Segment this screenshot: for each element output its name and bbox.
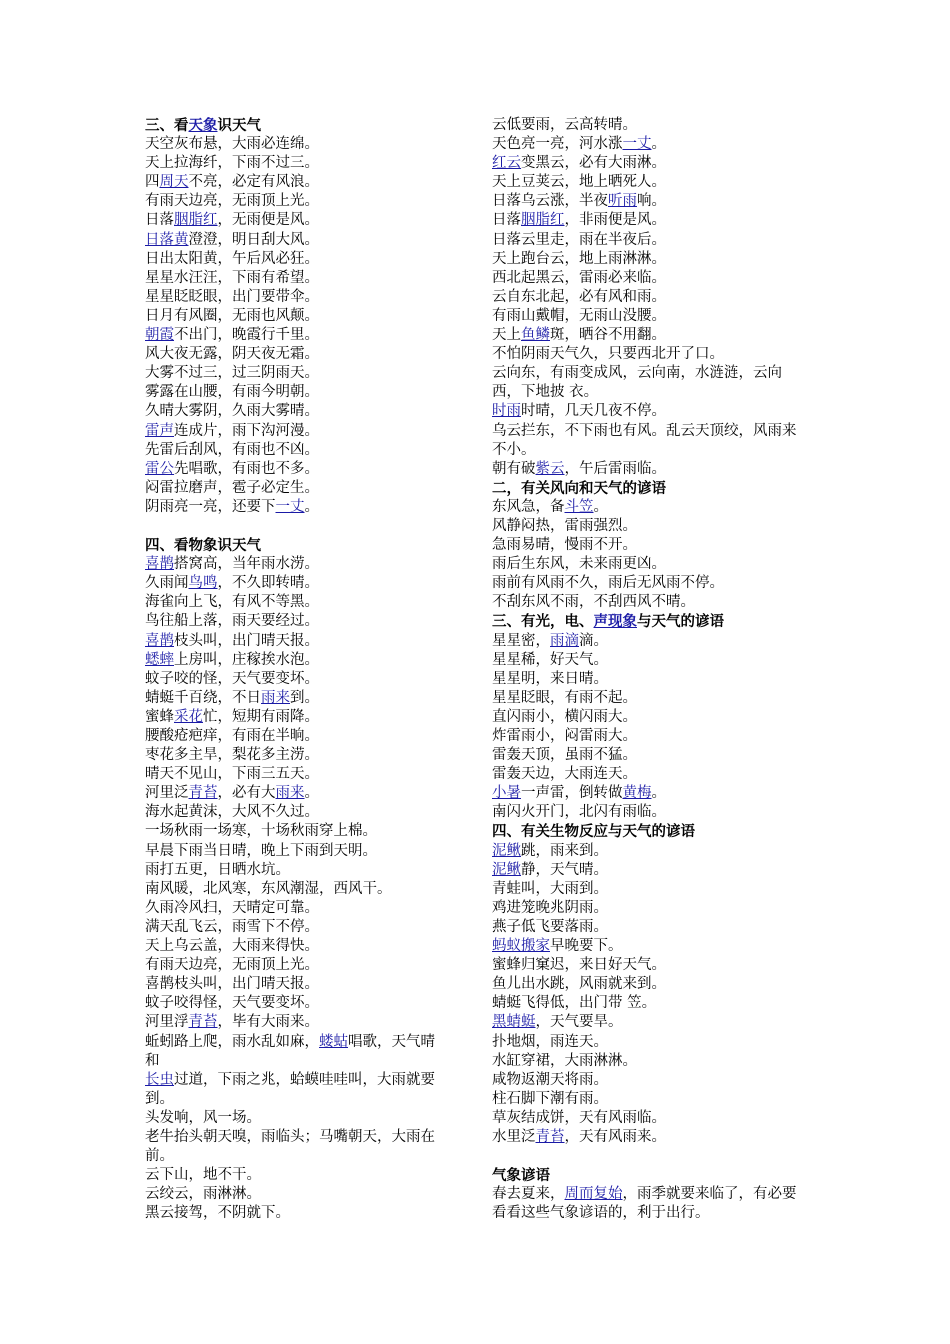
text-segment: 急雨易晴，慢雨不开。: [492, 537, 637, 554]
text-segment: 日落: [492, 212, 521, 229]
text-segment: 滴。: [579, 632, 608, 649]
keyword-link[interactable]: 蟋蟀: [145, 651, 174, 668]
proverb-line: [145, 288, 463, 307]
text-segment: 唱歌，天气晴: [348, 1033, 435, 1050]
text-segment: 天上跑台云，地上雨淋淋。: [492, 250, 666, 267]
keyword-link[interactable]: 时雨: [492, 403, 521, 420]
proverb-line: [145, 746, 463, 765]
text-segment: 日落云里走，雨在半夜后。: [492, 231, 666, 248]
text-segment: 天空灰布悬，大雨必连绵。: [145, 136, 319, 153]
section-heading: [145, 116, 463, 135]
text-segment: 喜鹊枝头叫，出门晴天报。: [145, 976, 319, 993]
keyword-link[interactable]: 声现象: [593, 613, 637, 631]
proverb-line: [492, 326, 810, 345]
proverb-line: [145, 727, 463, 746]
proverb-line: [145, 689, 463, 708]
proverb-line: [492, 536, 810, 555]
text-segment: 枣花多主旱，梨花多主涝。: [145, 747, 319, 764]
proverb-line: [145, 460, 463, 479]
proverb-line: [492, 154, 810, 173]
text-segment: 不怕阴雨天气久，只要西北开了口。: [492, 346, 724, 363]
text-segment: 水里泛: [492, 1128, 536, 1145]
text-segment: 星星明，来日晴。: [492, 670, 608, 687]
keyword-link[interactable]: 泥鳅: [492, 861, 521, 878]
proverb-line: [492, 689, 810, 708]
text-segment: 蚯蚓路上爬，雨水乱如麻，: [145, 1033, 319, 1050]
text-segment: 四: [145, 174, 160, 191]
proverb-line: [492, 994, 810, 1013]
text-segment: ，午后雷雨临。: [564, 460, 666, 477]
proverb-line: [145, 135, 463, 154]
keyword-link[interactable]: 鱼鳞: [521, 327, 550, 344]
proverb-line: [145, 441, 463, 460]
proverb-line: [492, 517, 810, 536]
right-column: [492, 116, 810, 1223]
proverb-line: [145, 250, 463, 269]
text-segment: 。: [304, 498, 319, 515]
text-segment: 咸物返潮天将雨。: [492, 1071, 608, 1088]
text-segment: 雨前有风雨不久，雨后无风雨不停。: [492, 575, 724, 592]
text-segment: 柱石脚下潮有雨。: [492, 1090, 608, 1107]
blank-line: [145, 517, 463, 536]
keyword-link[interactable]: 斗笠: [564, 498, 594, 515]
text-segment: 星星眨眼，有雨不起。: [492, 689, 637, 706]
proverb-line: [492, 173, 810, 192]
proverb-line: [145, 918, 463, 937]
text-segment: 。: [304, 785, 319, 802]
keyword-link[interactable]: 一丈: [275, 498, 305, 515]
text-segment: 天上: [492, 327, 521, 344]
proverb-line: [145, 154, 463, 173]
proverb-line: [492, 116, 810, 135]
text-segment: 青蛙叫，大雨到。: [492, 880, 608, 897]
text-segment: 。: [651, 136, 666, 153]
keyword-link[interactable]: 黑蜻蜓: [492, 1014, 536, 1031]
text-segment: 蜻蜓飞得低，出门带 笠。: [492, 995, 657, 1012]
proverb-line: [492, 880, 810, 899]
left-column: [145, 116, 463, 1223]
keyword-link[interactable]: 蚂蚁搬家: [492, 938, 550, 955]
proverb-line: [145, 326, 463, 345]
text-segment: 一声雷，倒转做: [521, 785, 623, 802]
proverb-line: [492, 1071, 810, 1090]
keyword-link[interactable]: 雨来: [275, 785, 305, 802]
proverb-line: [145, 975, 463, 994]
proverb-line: [492, 269, 810, 288]
proverb-line: [145, 708, 463, 727]
text-segment: 有雨天边亮，无雨顶上光。: [145, 193, 319, 210]
keyword-link[interactable]: 蝼蛄: [319, 1033, 348, 1050]
text-segment: 到。: [290, 689, 319, 706]
text-segment: 搭窝高，当年雨水涝。: [174, 556, 319, 573]
proverb-line: [492, 861, 810, 880]
proverb-line: [492, 1185, 810, 1223]
text-segment: 草灰结成饼，天有风雨临。: [492, 1109, 666, 1126]
proverb-line: [145, 651, 463, 670]
text-segment: 一场秋雨一场寒，十场秋雨穿上棉。: [145, 823, 377, 840]
section-heading: [492, 612, 810, 631]
proverb-line: [145, 173, 463, 192]
text-segment: 星星密，: [492, 632, 550, 649]
keyword-link[interactable]: 红云: [492, 155, 521, 172]
text-segment: 先唱歌，有雨也不多。: [174, 460, 319, 477]
text-segment: 云低要雨，云高转晴。: [492, 117, 637, 133]
text-segment: 。: [651, 785, 666, 802]
keyword-link[interactable]: 朝霞: [145, 327, 174, 344]
proverb-line: [145, 1071, 463, 1109]
proverb-line: [145, 994, 463, 1013]
text-segment: 识天气: [217, 117, 261, 134]
text-segment: 早晚要下。: [550, 938, 623, 955]
text-segment: 日出太阳黄，午后风必狂。: [145, 250, 319, 267]
text-segment: 不刮东风不雨，不刮西风不晴。: [492, 594, 695, 611]
text-segment: 蚊子咬得怪，天气要变坏。: [145, 995, 319, 1012]
text-segment: ，非雨便是风。: [564, 212, 666, 229]
proverb-line: [492, 402, 810, 421]
text-segment: 云自东北起，必有风和雨。: [492, 288, 666, 305]
proverb-line: [492, 1090, 810, 1109]
text-segment: 枝头叫，出门晴天报。: [174, 632, 319, 649]
text-segment: 海雀向上飞，有风不等黑。: [145, 594, 319, 611]
text-segment: 三、有光，电、: [492, 613, 594, 631]
proverb-line: [145, 1013, 463, 1032]
keyword-link[interactable]: 天象: [188, 117, 218, 134]
keyword-link[interactable]: 雨来: [261, 689, 290, 706]
text-segment: ，天有风雨来。: [564, 1128, 666, 1145]
text-segment: 响。: [637, 193, 666, 210]
proverb-line: [492, 784, 810, 803]
proverb-line: [145, 956, 463, 975]
keyword-link[interactable]: 喜鹊: [145, 556, 174, 573]
text-segment: 水缸穿裙，大雨淋淋。: [492, 1052, 637, 1069]
text-segment: 跳，雨来到。: [521, 842, 608, 859]
text-segment: 燕子低飞要落雨。: [492, 918, 608, 935]
proverb-line: [145, 803, 463, 822]
keyword-link[interactable]: 喜鹊: [145, 632, 174, 649]
proverb-line: [145, 880, 463, 899]
text-segment: 星星水汪汪，下雨有希望。: [145, 269, 319, 286]
keyword-link[interactable]: 雷公: [145, 460, 174, 477]
text-segment: 乌云拦东，不下雨也有风。乱云天顶绞，风雨来不小。: [492, 422, 797, 458]
text-segment: 黑云接驾，不阴就下。: [145, 1205, 290, 1222]
proverb-line: [145, 479, 463, 498]
text-segment: 海水起黄沫，大风不久过。: [145, 804, 319, 821]
keyword-link[interactable]: 泥鳅: [492, 842, 521, 859]
text-segment: 先雷后刮风，有雨也不凶。: [145, 441, 319, 458]
proverb-line: [492, 632, 810, 651]
text-segment: 西北起黑云，雷雨必来临。: [492, 269, 666, 286]
keyword-link[interactable]: 周而复始: [564, 1186, 623, 1203]
proverb-line: [492, 746, 810, 765]
keyword-link[interactable]: 青苔: [188, 785, 218, 802]
proverb-line: [492, 918, 810, 937]
text-segment: 日月有风圈，无雨也风颠。: [145, 307, 319, 324]
proverb-line: [145, 345, 463, 364]
proverb-line: [492, 135, 810, 154]
proverb-line: [145, 842, 463, 861]
proverb-line: [145, 593, 463, 612]
proverb-line: [145, 1128, 463, 1166]
text-segment: 四、看物象识天气: [145, 537, 261, 555]
proverb-line: [492, 1128, 810, 1147]
proverb-line: [492, 345, 810, 364]
proverb-line: [145, 1109, 463, 1128]
text-segment: 二，有关风向和天气的谚语: [492, 479, 666, 497]
text-segment: 朝有破: [492, 460, 536, 477]
text-segment: 久晴大雾阴，久雨大雾晴。: [145, 403, 319, 420]
blank-line: [492, 1147, 810, 1166]
keyword-link[interactable]: 鸟鸣: [188, 575, 218, 592]
proverb-line: [492, 460, 810, 479]
proverb-line: [145, 498, 463, 517]
text-segment: 大雾不过三，过三阴雨天。: [145, 365, 319, 382]
proverb-line: [492, 498, 810, 517]
text-segment: 南闪火开门，北闪有雨临。: [492, 804, 666, 821]
text-segment: 上房叫，庄稼挨水泡。: [174, 651, 319, 668]
proverb-line: [492, 937, 810, 956]
text-segment: 三、看: [145, 117, 189, 134]
text-segment: 与天气的谚语: [637, 613, 724, 631]
keyword-link[interactable]: 紫云: [535, 460, 565, 477]
keyword-link[interactable]: 小暑: [492, 785, 521, 802]
proverb-line: [145, 402, 463, 421]
section-heading: [492, 479, 810, 498]
text-segment: 雷轰天边，大雨连天。: [492, 766, 637, 783]
proverb-line: [145, 1052, 463, 1071]
text-segment: 雾露在山腰，有雨今明朝。: [145, 384, 319, 401]
text-segment: 闷雷拉磨声，雹子必定生。: [145, 479, 319, 496]
text-segment: 久雨冷风扫，天晴定可靠。: [145, 899, 319, 916]
text-segment: 气象谚语: [492, 1167, 550, 1185]
proverb-line: [492, 288, 810, 307]
keyword-link[interactable]: 青苔: [535, 1128, 565, 1145]
proverb-line: [492, 211, 810, 230]
text-segment: 过道，下雨之兆，蛤蟆哇哇叫，大雨就要到。: [145, 1071, 435, 1107]
proverb-line: [145, 937, 463, 956]
text-segment: 炸雷雨小，闷雷雨大。: [492, 728, 637, 744]
text-segment: 满天乱飞云，雨雪下不停。: [145, 918, 319, 935]
text-segment: 变黑云，必有大雨淋。: [521, 155, 666, 172]
proverb-line: [145, 211, 463, 230]
proverb-line: [145, 555, 463, 574]
proverb-line: [145, 1033, 463, 1052]
proverb-line: [145, 364, 463, 383]
proverb-line: [492, 727, 810, 746]
text-segment: 连成片，雨下沟河漫。: [174, 422, 319, 439]
text-segment: 时晴，几天几夜不停。: [521, 403, 666, 420]
proverb-line: [145, 269, 463, 288]
text-segment: 蜜蜂: [145, 708, 174, 725]
proverb-line: [492, 192, 810, 211]
text-segment: 鱼儿出水跳，风雨就来到。: [492, 976, 666, 993]
text-segment: 天上豆荚云，地上晒死人。: [492, 174, 666, 191]
text-segment: 风静闷热，雷雨强烈。: [492, 517, 637, 534]
text-segment: 不亮，必定有风浪。: [188, 174, 319, 191]
text-segment: 晴天不见山，下雨三五天。: [145, 766, 319, 783]
text-segment: ，天气要旱。: [535, 1014, 623, 1031]
proverb-line: [492, 231, 810, 250]
keyword-link[interactable]: 雷声: [145, 422, 174, 439]
text-segment: ，无雨便是风。: [217, 212, 319, 229]
proverb-line: [145, 422, 463, 441]
text-segment: 日落乌云涨，半夜: [492, 193, 608, 210]
proverb-line: [145, 231, 463, 250]
keyword-link[interactable]: 胭脂红: [521, 212, 565, 229]
text-segment: 腰酸疮疤痒，有雨在半晌。: [145, 728, 319, 744]
proverb-line: [492, 555, 810, 574]
proverb-line: [492, 1033, 810, 1052]
text-segment: 头发响，风一场。: [145, 1109, 261, 1126]
proverb-line: [492, 1109, 810, 1128]
text-segment: 静，天气晴。: [521, 861, 608, 878]
text-segment: 日落: [145, 212, 174, 229]
text-segment: 鸟往船上落，雨天要经过。: [145, 613, 319, 630]
proverb-line: [145, 822, 463, 841]
proverb-line: [145, 383, 463, 402]
proverb-line: [145, 899, 463, 918]
text-segment: 和: [145, 1052, 160, 1069]
text-segment: 早晨下雨当日晴，晚上下雨到天明。: [145, 842, 377, 859]
proverb-line: [145, 784, 463, 803]
keyword-link[interactable]: 采花: [174, 708, 203, 725]
text-segment: 星星稀，好天气。: [492, 651, 608, 668]
text-segment: ，必有大: [217, 785, 276, 802]
keyword-link[interactable]: 日落黄: [145, 231, 189, 248]
proverb-line: [492, 593, 810, 612]
text-segment: 四、有关生物反应与天气的谚语: [492, 823, 695, 841]
proverb-line: [492, 842, 810, 861]
proverb-line: [492, 765, 810, 784]
section-heading: [492, 822, 810, 841]
proverb-line: [492, 803, 810, 822]
proverb-line: [492, 250, 810, 269]
proverb-line: [145, 612, 463, 631]
proverb-line: [492, 670, 810, 689]
text-segment: 南风暖，北风寒，东风潮湿，西风干。: [145, 880, 392, 897]
keyword-link[interactable]: 长虫: [145, 1071, 174, 1088]
text-segment: 云向东，有雨变成风，云向南，水涟涟，云向西，下地披 衣。: [492, 365, 782, 401]
text-segment: 天色亮一亮，河水涨: [492, 136, 623, 153]
text-segment: 天上乌云盖，大雨来得快。: [145, 938, 319, 955]
proverb-line: [492, 1013, 810, 1032]
text-segment: 忙，短期有雨降。: [203, 708, 319, 725]
text-segment: 扑地烟，雨连天。: [492, 1033, 608, 1050]
keyword-link[interactable]: 青苔: [188, 1014, 218, 1031]
section-heading: [145, 536, 463, 555]
text-segment: 雨打五更，日晒水坑。: [145, 861, 290, 878]
keyword-link[interactable]: 一丈: [622, 136, 652, 153]
proverb-line: [145, 670, 463, 689]
proverb-line: [492, 651, 810, 670]
text-segment: 不出门，晚霞行千里。: [174, 327, 319, 344]
text-segment: ，不久即转晴。: [217, 575, 319, 592]
text-segment: 斑，晒谷不用翻。: [550, 327, 666, 344]
proverb-line: [492, 422, 810, 460]
text-segment: 有雨山戴帽，无雨山没腰。: [492, 307, 666, 324]
proverb-line: [492, 956, 810, 975]
text-segment: 雷轰天顶，虽雨不猛。: [492, 747, 637, 764]
proverb-line: [492, 307, 810, 326]
proverb-line: [145, 861, 463, 880]
proverb-line: [145, 765, 463, 784]
section-heading: [492, 1166, 810, 1185]
proverb-line: [145, 307, 463, 326]
text-segment: 。: [593, 498, 608, 515]
text-segment: 蜜蜂归窠迟，来日好天气。: [492, 957, 666, 974]
text-segment: 星星眨眨眼，出门要带伞。: [145, 288, 319, 305]
text-segment: 鸡进笼晚兆阴雨。: [492, 899, 608, 916]
text-segment: 久雨闻: [145, 575, 189, 592]
text-segment: 阴雨亮一亮，还要下: [145, 498, 276, 515]
text-segment: 雨后生东风，未来雨更凶。: [492, 556, 666, 573]
text-segment: 蜻蜓千百绕，不日: [145, 689, 261, 706]
proverb-line: [145, 1166, 463, 1185]
proverb-line: [145, 1185, 463, 1204]
proverb-line: [145, 574, 463, 593]
proverb-line: [492, 1052, 810, 1071]
text-segment: 澄澄，明日刮大风。: [188, 231, 319, 248]
proverb-line: [492, 975, 810, 994]
keyword-link[interactable]: 黄梅: [622, 785, 652, 802]
text-segment: 春去夏来，: [492, 1186, 565, 1203]
text-segment: 河里浮: [145, 1014, 189, 1031]
text-segment: 有雨天边亮，无雨顶上光。: [145, 957, 319, 974]
text-segment: 直闪雨小，横闪雨大。: [492, 708, 637, 725]
proverb-line: [145, 632, 463, 651]
keyword-link[interactable]: 听雨: [608, 193, 637, 210]
text-segment: 河里泛: [145, 785, 189, 802]
proverb-line: [492, 899, 810, 918]
keyword-link[interactable]: 周天: [159, 174, 189, 191]
keyword-link[interactable]: 胭脂红: [174, 212, 218, 229]
text-segment: 老牛抬头朝天嗅，雨临头；马嘴朝天，大雨在前。: [145, 1128, 435, 1165]
text-segment: 蚊子咬的怪，天气要变坏。: [145, 670, 319, 687]
text-segment: 天上拉海纤，下雨不过三。: [145, 155, 319, 172]
text-segment: 风大夜无露，阴天夜无霜。: [145, 346, 319, 363]
keyword-link[interactable]: 雨滴: [550, 632, 579, 649]
text-segment: ，毕有大雨来。: [217, 1014, 319, 1031]
proverb-line: [145, 1204, 463, 1223]
proverb-line: [492, 574, 810, 593]
text-segment: 云下山，地不干。: [145, 1167, 261, 1184]
text-segment: ，雨季就要来临了，有必要看看这些气象谚语的，利于出行。: [492, 1186, 797, 1222]
text-segment: 东风急，备: [492, 498, 565, 515]
proverb-line: [492, 364, 810, 402]
text-segment: 云绞云，雨淋淋。: [145, 1186, 261, 1203]
proverb-line: [145, 192, 463, 211]
proverb-line: [492, 708, 810, 727]
